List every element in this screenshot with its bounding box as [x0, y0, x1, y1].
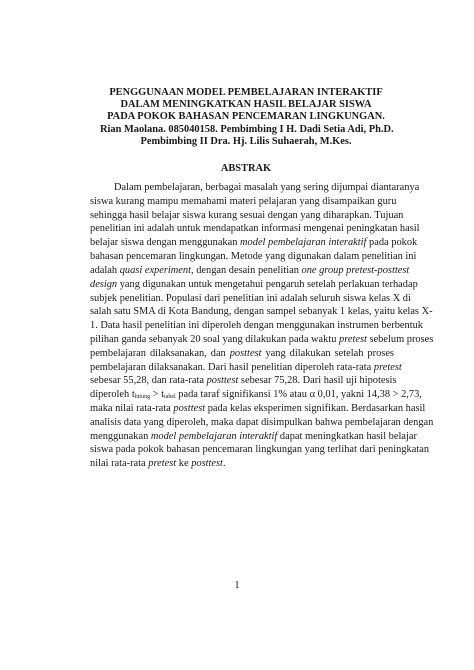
abstract-line: diperoleh $t_{hitung} > t_{tabel}$ pada taraf signifikansi 1% atau α 0,01, yakni 14,38 > 2,73,	[90, 389, 422, 401]
abstract-line: pilihan ganda sebanyak 20 soal yang dilakukan pada waktu pretest sebelum proses	[90, 333, 434, 345]
abstract-line: subjek penelitian. Populasi dari penelitian ini adalah seluruh siswa kelas X di	[90, 292, 411, 304]
abstract-line: adalah quasi experiment, dengan desain penelitian one group pretest-posttest	[90, 264, 410, 276]
abstract-line: design yang digunakan untuk mengetahui pengaruh setelah perlakuan terhadap	[90, 278, 418, 290]
abstract-line: bahasan pencemaran lingkungan. Metode yang digunakan dalam penelitian ini	[90, 251, 417, 263]
page-number: 1	[234, 580, 240, 591]
author-line: Rian Maolana. 085040158. Pembimbing I H. Dadi Setia Adi, Ph.D.	[100, 123, 394, 135]
abstract-line: pembelajaran dilaksanakan, dan posttest yang dilakukan setelah proses	[90, 347, 394, 359]
abstract-line: belajar siswa dengan menggunakan model pembelajaran interaktif pada pokok	[90, 237, 418, 249]
abstract-line: sebesar 55,28, dan rata-rata posttest sebesar 75,28. Dari hasil uji hipotesis	[90, 375, 397, 387]
author-line: Pembimbing II Dra. Hj. Lilis Suhaerah, M.Kes.	[140, 135, 352, 147]
abstract-line: salah satu SMA di Kota Bandung, dengan sampel sebanyak 1 kelas, yaitu kelas X-	[90, 306, 433, 318]
abstract-line: nilai rata-rata pretest ke posttest.	[90, 458, 226, 470]
abstract-line: penelitian ini adalah untuk mendapatkan informasi mengenai peningkatan hasil	[90, 223, 420, 235]
document-header	[100, 87, 392, 148]
abstract-line: maka nilai rata-rata posttest pada kelas eksperimen signifikan. Berdasarkan hasil	[90, 403, 426, 414]
abstract-line: siswa kurang mampu memahami materi pelajaran yang disampaikan guru	[90, 195, 397, 207]
abstract-line: menggunakan model pembelajaran interaktif dapat meningkatkan hasil belajar	[90, 430, 417, 442]
abstract-line: analisis data yang diperoleh, maka dapat disimpulkan bahwa pembelajaran dengan	[90, 416, 434, 428]
abstract-heading: ABSTRAK	[220, 163, 272, 174]
abstract-body	[90, 181, 434, 471]
abstract-line: pembelajaran dilaksanakan. Dari hasil penelitian diperoleh rata-rata pretest	[90, 361, 402, 373]
title-line: PENGGUNAAN MODEL PEMBELAJARAN INTERAKTIF	[109, 87, 383, 98]
title-line: DALAM MENINGKATKAN HASIL BELAJAR SISWA	[120, 99, 372, 111]
abstract-line: 1. Data hasil penelitian ini diperoleh dengan menggunakan instrumen berbentuk	[90, 320, 423, 332]
title-line: PADA POKOK BAHASAN PENCEMARAN LINGKUNGAN.	[107, 111, 385, 123]
abstract-line: Dalam pembelajaran, berbagai masalah yang sering dijumpai diantaranya	[114, 182, 420, 193]
abstract-line: sehingga hasil belajar siswa kurang sesuai dengan yang diharapkan. Tujuan	[90, 209, 404, 221]
abstract-line: siswa pada pokok bahasan pencemaran lingkungan yang terlihat dari peningkatan	[90, 444, 430, 456]
